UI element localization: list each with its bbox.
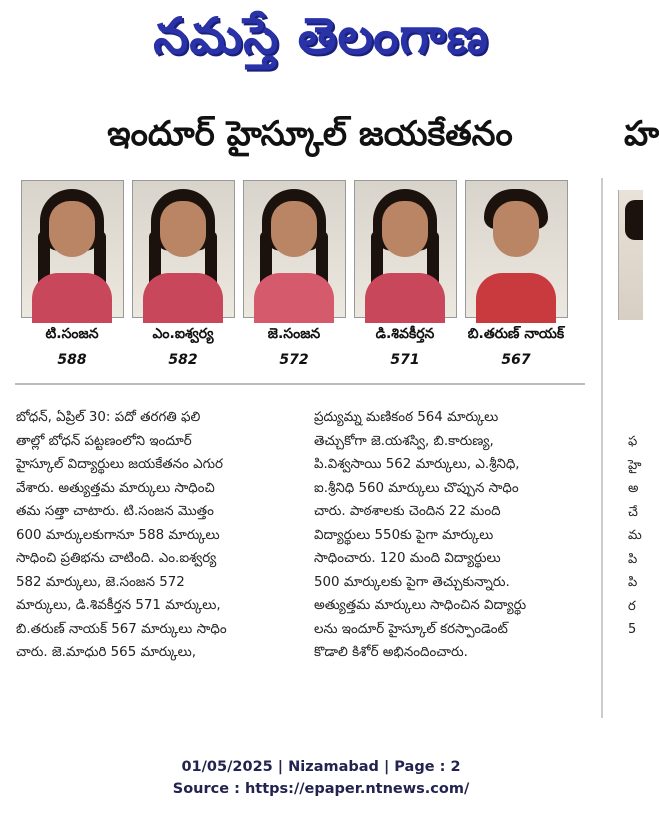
article-line: తెచ్చుకోగా జె.యశస్వి, బి.కారుణ్య, <box>314 433 494 449</box>
student-score: 567 <box>501 352 531 368</box>
article-line: హై <box>628 457 642 473</box>
article-line: అత్యుత్తమ మార్కులు సాధించిన విద్యార్థు <box>314 598 527 613</box>
student-photo-5 <box>465 180 568 318</box>
student-name: జె.సంజన <box>267 326 321 342</box>
footer-date-edition: 01/05/2025 | Nizamabad | Page : 2 <box>181 759 461 775</box>
article-line: చారు. జె.మాధురి 565 మార్కులు, <box>16 645 196 660</box>
student-photo-1 <box>21 180 124 318</box>
student-photos <box>21 180 571 368</box>
student-photo-2 <box>132 180 235 318</box>
article-line: సాధించి ప్రతిభను చాటింది. ఎం.ఐశ్వర్య <box>16 551 217 566</box>
article-line: 582 మార్కులు, జె.సంజన 572 <box>16 574 185 590</box>
adjacent-article-photo <box>618 190 643 320</box>
article-line: హైస్కూల్ విద్యార్థులు జయకేతనం ఎగుర <box>16 457 223 472</box>
student-photo-4 <box>354 180 457 318</box>
article-line: సాధించారు. 120 మంది విద్యార్థులు <box>314 551 501 566</box>
source-footer <box>0 756 642 800</box>
article-column-2 <box>314 406 584 665</box>
article-line: ఫ <box>628 434 638 449</box>
article-line: ఐ.శ్రీనిధి 560 మార్కులు చొప్పున సాధిం <box>314 480 519 496</box>
masthead-logo: నమస్తే తెలంగాణ <box>153 7 489 65</box>
article-line: పి <box>628 551 638 567</box>
article-line: అ <box>628 481 639 496</box>
article-line: 5 <box>628 622 637 637</box>
article-line: చే <box>628 504 638 520</box>
article-line: మ <box>628 528 642 543</box>
article-column-1 <box>16 406 286 665</box>
article-line: బి.తరుణ్ నాయక్ 567 మార్కులు సాధిం <box>16 621 227 637</box>
article-line: మార్కులు, డి.శివకీర్తన 571 మార్కులు, <box>16 598 221 613</box>
article-line: కొడాలి కిశోర్ అభినందించారు. <box>314 645 468 660</box>
column-divider <box>601 178 603 718</box>
student-score: 571 <box>390 352 420 368</box>
article-line: చారు. పాఠశాలకు చెందిన 22 మంది <box>314 504 501 519</box>
article-line: పి <box>628 575 638 590</box>
student-score: 588 <box>57 352 87 368</box>
article-line: ర <box>628 598 636 614</box>
student-name: ఎం.ఐశ్వర్య <box>152 326 214 342</box>
adjacent-article-fragment <box>628 430 642 700</box>
adjacent-headline-fragment: హ <box>624 114 659 154</box>
footer-source-link[interactable]: Source : https://epaper.ntnews.com/ <box>172 781 470 797</box>
article-line: ప్రద్యుమ్న మణికంఠ 564 మార్కులు <box>314 410 499 425</box>
article-line: వేశారు. అత్యుత్తమ మార్కులు సాధించి <box>16 480 215 496</box>
article-line: లను ఇందూర్ హైస్కూల్ కరస్పాండెంట్ <box>314 621 508 637</box>
article-line: విద్యార్థులు 550కు పైగా మార్కులు <box>314 527 494 543</box>
article-line: బోధన్, ఏప్రిల్ 30: పదో తరగతి ఫలి <box>16 410 201 425</box>
student-name: డి.శివకీర్తన <box>375 326 435 342</box>
article-line: 500 మార్కులకు పైగా తెచ్చుకున్నారు. <box>314 574 510 590</box>
article-line: పి.విశ్వసాయి 562 మార్కులు, ఎ.శ్రీనిధి, <box>314 457 520 472</box>
article-line: తాల్లో బోధన్ పట్టణంలోని ఇందూర్ <box>16 433 192 449</box>
student-score: 582 <box>168 352 198 368</box>
student-score: 572 <box>279 352 309 368</box>
article-headline: ఇందూర్ హైస్కూల్ జయకేతనం <box>107 114 513 154</box>
article-line: తమ సత్తా చాటారు. టి.సంజన మొత్తం <box>16 504 214 519</box>
student-name: టి.సంజన <box>45 326 99 342</box>
article-line: 600 మార్కులకుగానూ 588 మార్కులు <box>16 527 220 543</box>
student-name: బి.తరుణ్ నాయక్ <box>467 326 565 342</box>
student-photo-3 <box>243 180 346 318</box>
section-rule <box>15 383 585 385</box>
